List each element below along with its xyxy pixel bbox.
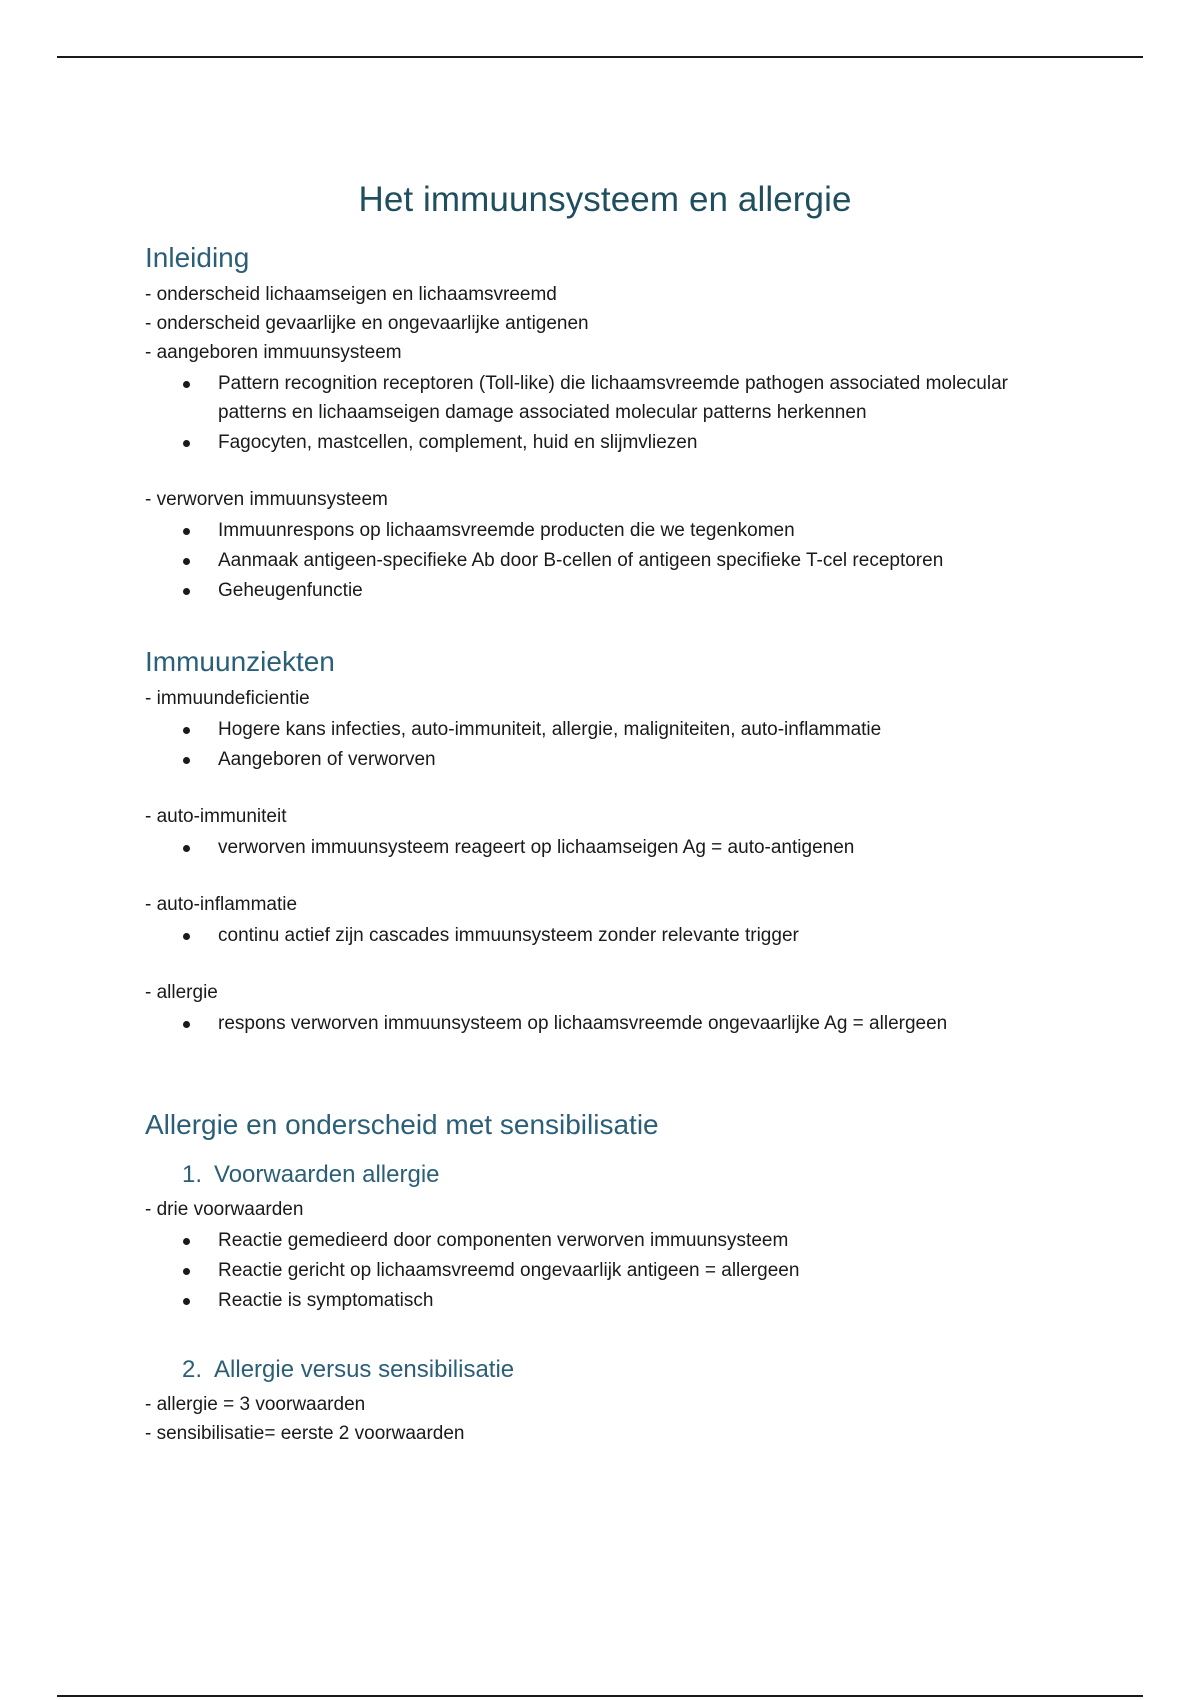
- text-line: - aangeboren immuunsysteem: [145, 342, 402, 363]
- list-item: [145, 428, 1065, 457]
- subheading-text: Voorwaarden allergie: [214, 1161, 440, 1188]
- subheading-number: 1.: [182, 1161, 203, 1188]
- subheading-allergie-versus-sensibilisatie: [182, 1356, 1065, 1384]
- list-item-text: respons verworven immuunsysteem op lichaamsvreemde ongevaarlijke Ag = allergeen: [218, 1013, 948, 1034]
- bullet-icon: [183, 1298, 190, 1305]
- list-item-text: Fagocyten, mastcellen, complement, huid en slijmvliezen: [218, 432, 698, 453]
- list-item: [145, 1256, 1065, 1285]
- list-item: [145, 546, 1065, 575]
- text-line: - auto-immuniteit: [145, 806, 287, 827]
- list-item: [145, 516, 1065, 545]
- subheading-number: 2.: [182, 1356, 203, 1383]
- list-item-text: Geheugenfunctie: [218, 580, 363, 601]
- text-line: - sensibilisatie= eerste 2 voorwaarden: [145, 1423, 465, 1444]
- list-item: [145, 921, 1065, 950]
- bullet-icon: [183, 727, 190, 734]
- bullet-icon: [183, 1021, 190, 1028]
- bullet-list-auto-inflammatie: [145, 921, 1065, 950]
- bullet-icon: [183, 528, 190, 535]
- list-item-text: Aangeboren of verworven: [218, 749, 436, 770]
- text-line: - auto-inflammatie: [145, 894, 298, 915]
- bullet-list-verworven: [145, 516, 1065, 605]
- heading-allergie-sensibilisatie: Allergie en onderscheid met sensibilisatie: [145, 1109, 659, 1140]
- header-rule: [57, 56, 1143, 58]
- text-line: - onderscheid lichaamseigen en lichaamsvreemd: [145, 284, 557, 305]
- list-item-text: Reactie gemedieerd door componenten verworven immuunsysteem: [218, 1230, 789, 1251]
- bullet-icon: [183, 757, 190, 764]
- list-item: [145, 1286, 1065, 1315]
- bullet-icon: [183, 558, 190, 565]
- list-item: [145, 369, 1065, 427]
- text-line: - allergie: [145, 982, 218, 1003]
- footer-rule: [57, 1695, 1143, 1697]
- document-body: [145, 180, 1065, 1448]
- bullet-list-allergie: [145, 1009, 1065, 1038]
- bullet-list-voorwaarden: [145, 1226, 1065, 1315]
- bullet-icon: [183, 1238, 190, 1245]
- subheading-text: Allergie versus sensibilisatie: [214, 1356, 515, 1383]
- bullet-list-immuundeficientie: [145, 715, 1065, 774]
- list-item: [145, 1009, 1065, 1038]
- bullet-icon: [183, 381, 190, 388]
- list-item-text: Pattern recognition receptoren (Toll-like) die lichaamsvreemde pathogen associated molecular patterns en lichaamseigen damage associated molecular patterns herkennen: [218, 373, 1008, 423]
- bullet-icon: [183, 440, 190, 447]
- list-item-text: Hogere kans infecties, auto-immuniteit, allergie, maligniteiten, auto-inflammatie: [218, 719, 882, 740]
- list-item-text: continu actief zijn cascades immuunsysteem zonder relevante trigger: [218, 925, 799, 946]
- subheading-voorwaarden-allergie: [182, 1161, 1065, 1189]
- list-item: [145, 1226, 1065, 1255]
- bullet-icon: [183, 933, 190, 940]
- bullet-icon: [183, 845, 190, 852]
- list-item-text: Reactie gericht op lichaamsvreemd ongevaarlijk antigeen = allergeen: [218, 1260, 800, 1281]
- text-line: - drie voorwaarden: [145, 1199, 304, 1220]
- text-line: - onderscheid gevaarlijke en ongevaarlijke antigenen: [145, 313, 589, 334]
- list-item-text: verworven immuunsysteem reageert op lichaamseigen Ag = auto-antigenen: [218, 837, 855, 858]
- bullet-list-aangeboren: [145, 369, 1065, 457]
- text-line: - immuundeficientie: [145, 688, 310, 709]
- list-item-text: Reactie is symptomatisch: [218, 1290, 434, 1311]
- text-line: - allergie = 3 voorwaarden: [145, 1394, 366, 1415]
- bullet-list-auto-immuniteit: [145, 833, 1065, 862]
- document-title: Het immuunsysteem en allergie: [358, 180, 852, 219]
- bullet-icon: [183, 588, 190, 595]
- heading-inleiding: Inleiding: [145, 242, 250, 273]
- bullet-icon: [183, 1268, 190, 1275]
- list-item: [145, 833, 1065, 862]
- list-item-text: Immuunrespons op lichaamsvreemde producten die we tegenkomen: [218, 520, 795, 541]
- heading-immuunziekten: Immuunziekten: [145, 646, 335, 677]
- list-item: [145, 715, 1065, 744]
- list-item: [145, 576, 1065, 605]
- text-line: - verworven immuunsysteem: [145, 489, 388, 510]
- list-item-text: Aanmaak antigeen-specifieke Ab door B-cellen of antigeen specifieke T-cel receptoren: [218, 550, 944, 571]
- list-item: [145, 745, 1065, 774]
